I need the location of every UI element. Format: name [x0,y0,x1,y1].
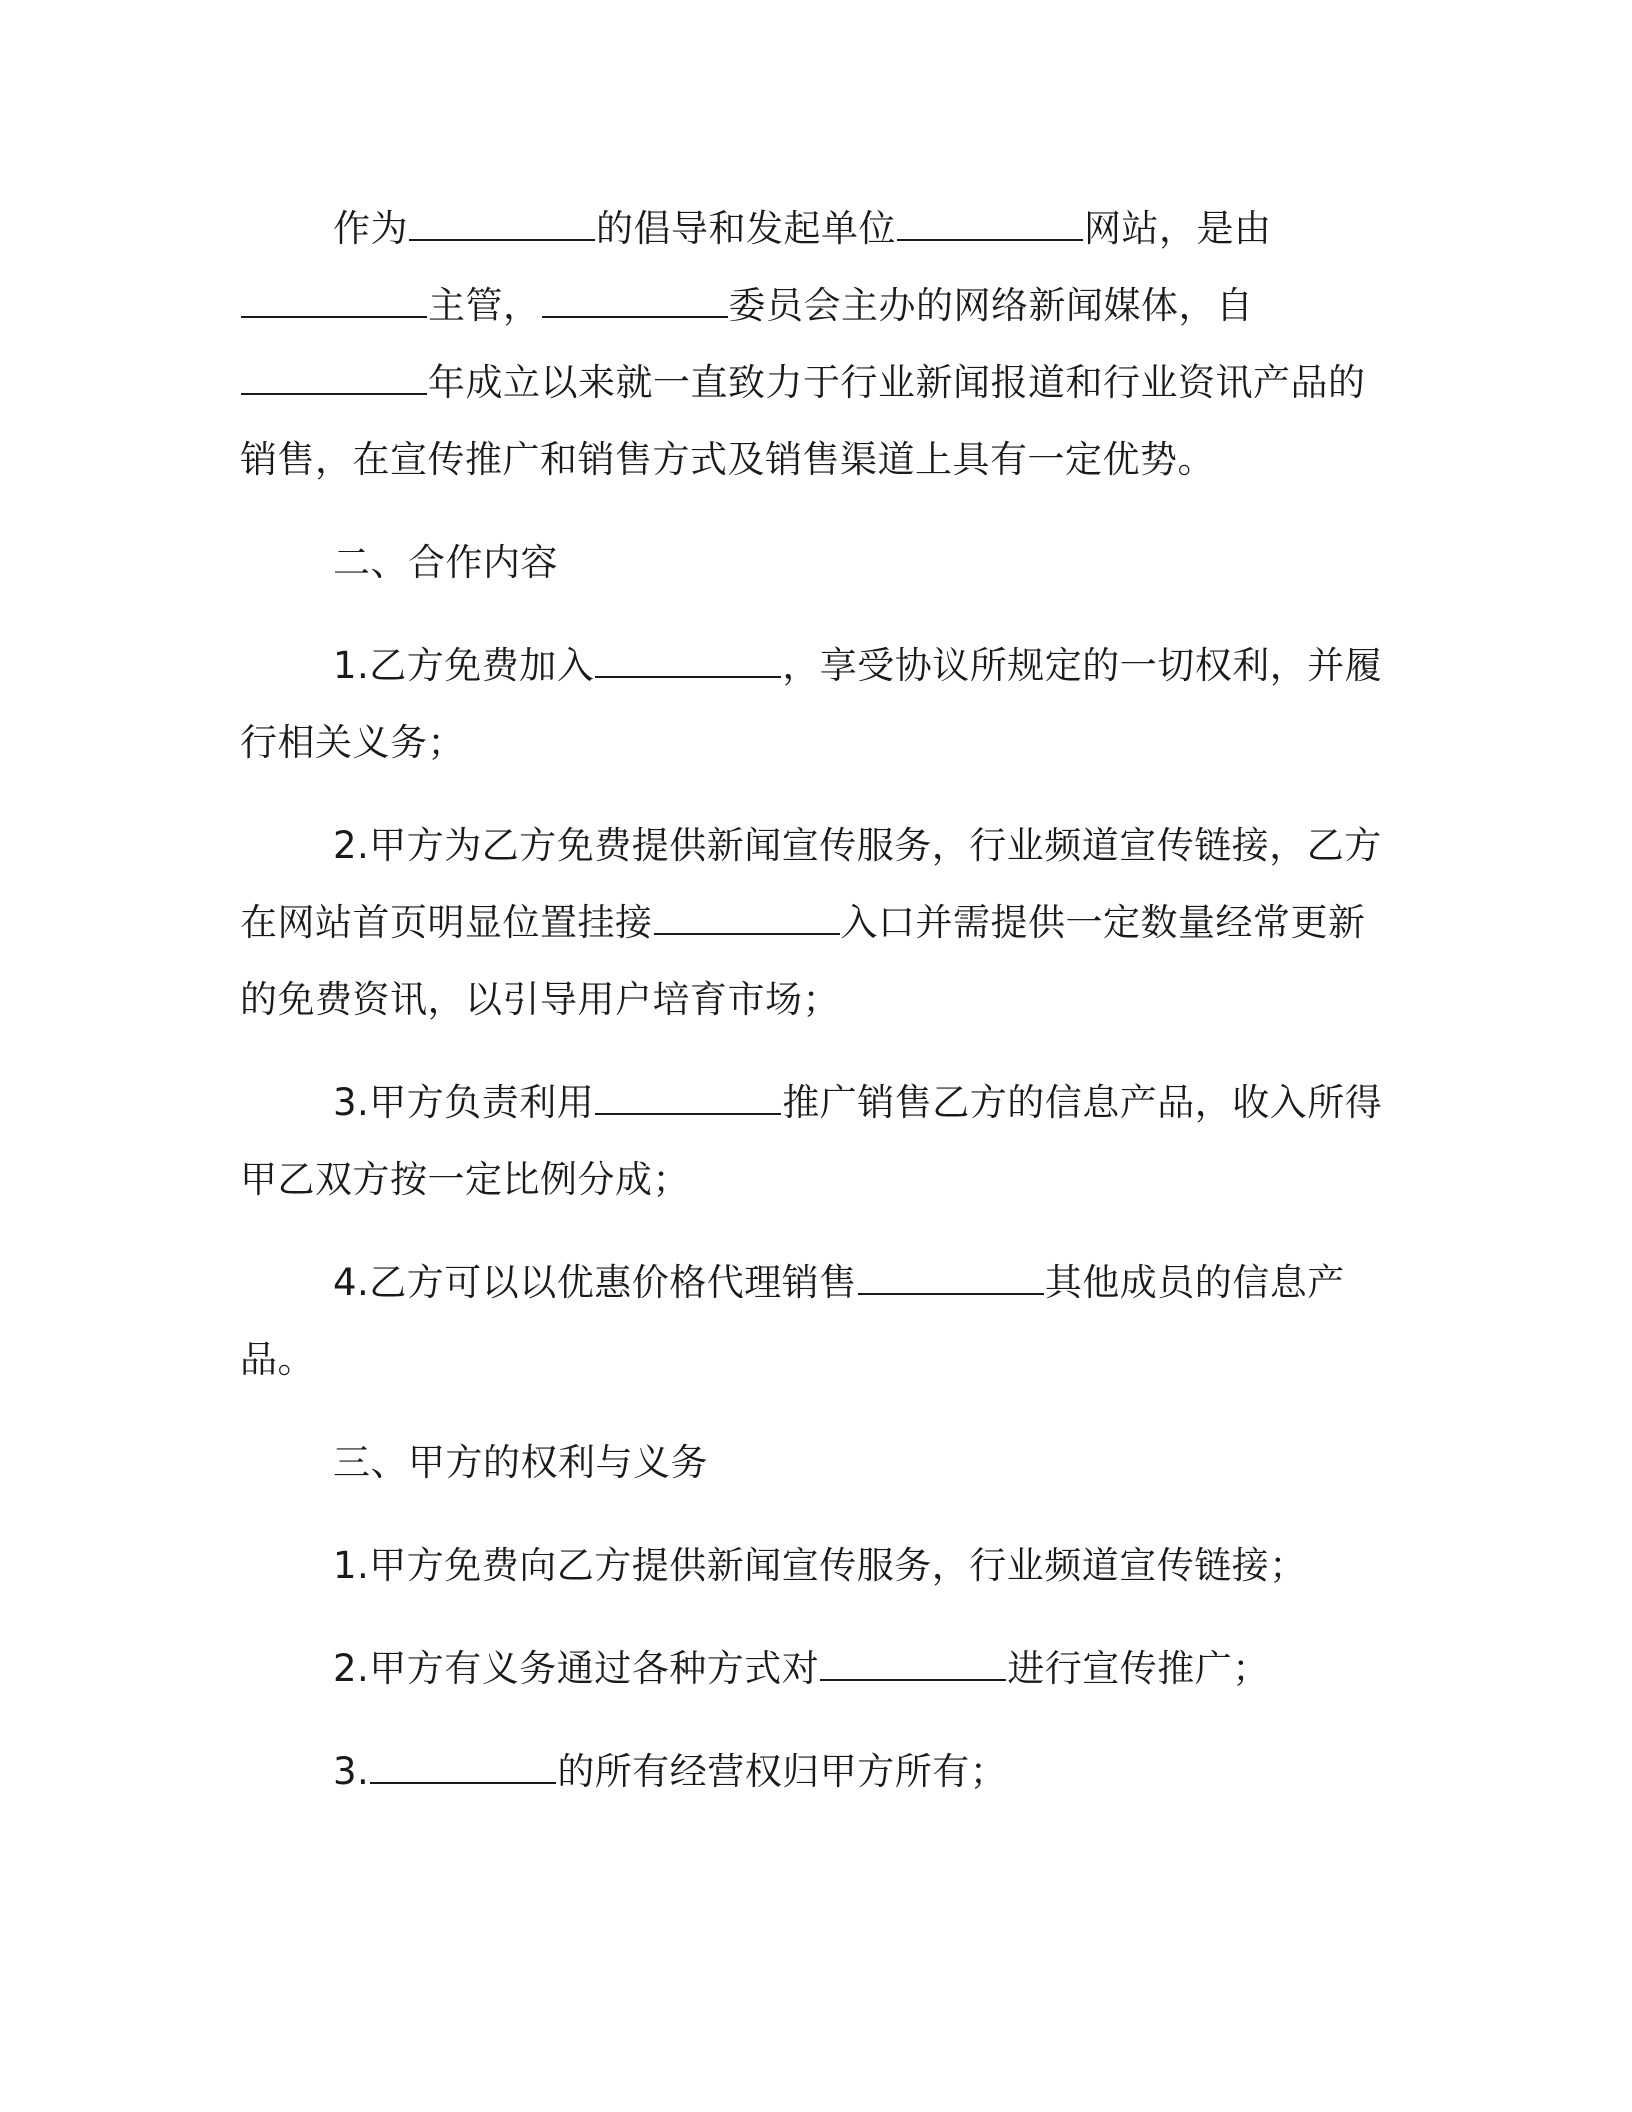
text-segment: 2.甲方为乙方免费提供新闻宣传服务，行业频道宣传链接，乙方在网站首页明显位置挂接 [240,824,1382,944]
section-heading-party-a-rights: 三、甲方的权利与义务 [333,1441,708,1484]
text-segment: 网站，是由 [1084,207,1272,250]
section-heading-cooperation: 二、合作内容 [333,541,558,584]
text-segment: 1.乙方免费加入 [333,644,595,687]
fill-in-blank [595,1083,781,1115]
text-segment: 3.甲方负责利用 [333,1081,595,1124]
cooperation-item-4 [240,1244,1390,1398]
fill-in-blank [654,903,840,935]
text-segment: 进行宣传推广； [1007,1647,1270,1690]
cooperation-item-2 [240,807,1390,1038]
fill-in-blank [897,209,1083,241]
fill-in-blank [241,363,427,395]
text-segment: 入口并需提供一定数量经常更新的免费资讯，以引导用户培育市场； [240,901,1366,1021]
intro-paragraph [240,190,1390,498]
cooperation-item-1 [240,627,1390,781]
text-segment: 其他成员的信息产品。 [240,1261,1345,1381]
fill-in-blank [595,646,781,678]
text-segment: 作为 [333,207,408,250]
text-segment: 推广销售乙方的信息产品，收入所得甲乙双方按一定比例分成； [240,1081,1383,1201]
fill-in-blank [241,286,427,318]
text-segment: 委员会主办的网络新闻媒体，自 [728,284,1254,327]
text-segment: 主管， [428,284,541,327]
text-segment: 3. [333,1750,370,1793]
text-segment: 的所有经营权归甲方所有； [557,1750,1008,1793]
text-segment: 2.甲方有义务通过各种方式对 [333,1647,820,1690]
fill-in-blank [820,1649,1006,1681]
fill-in-blank [409,209,595,241]
text-segment: 年成立以来就一直致力于行业新闻报道和行业资讯产品的销售，在宣传推广和销售方式及销售渠道上具有一定优势。 [240,361,1366,481]
text-segment: 的倡导和发起单位 [596,207,896,250]
text-segment: ，享受协议所规定的一切权利，并履行相关义务； [240,644,1383,764]
text-segment: 4.乙方可以以优惠价格代理销售 [333,1261,857,1304]
fill-in-blank [858,1263,1044,1295]
document-body [240,190,1390,1836]
fill-in-blank [542,286,728,318]
party-a-item-3 [240,1733,1390,1810]
cooperation-item-3 [240,1064,1390,1218]
party-a-item-1 [240,1527,1390,1604]
text-segment: 1.甲方免费向乙方提供新闻宣传服务，行业频道宣传链接； [333,1544,1307,1587]
party-a-item-2 [240,1630,1390,1707]
fill-in-blank [370,1752,556,1784]
